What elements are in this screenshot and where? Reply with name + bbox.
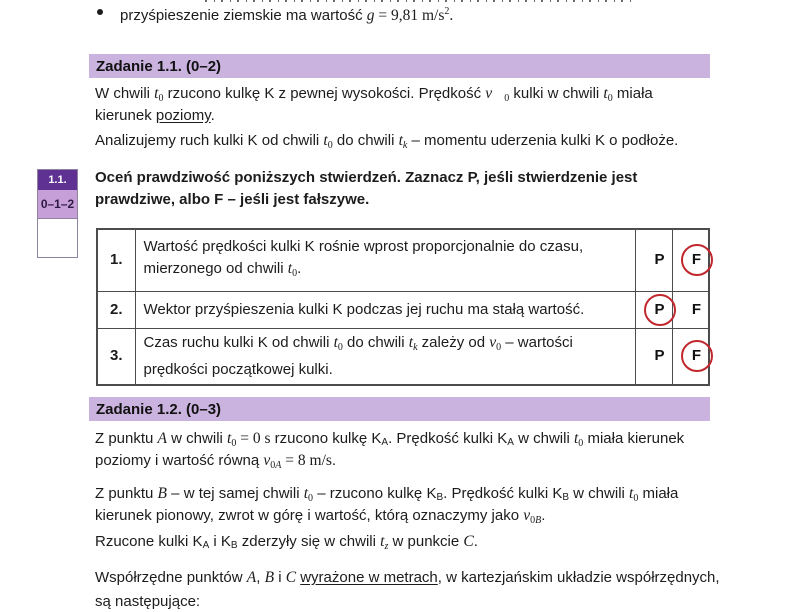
task-1-2-title: Zadanie 1.2. (0–3) [96, 400, 222, 418]
answer-f-cell[interactable] [672, 328, 709, 385]
table-row [97, 291, 709, 328]
row-number: 2. [97, 291, 135, 328]
answer-f-mark[interactable]: F [691, 300, 702, 318]
task-1-1-paragraph-line: Analizujemy ruch kulki K od chwili $t_0$ do chwili $t_k$ – momentu uderzenia kulki K o podłoże. [95, 132, 679, 151]
table-row [97, 328, 709, 385]
task-1-2-paragraph-line-clipped: są następujące: [95, 593, 201, 610]
margin-score-blank [38, 218, 77, 257]
table-row [97, 229, 709, 291]
answer-p-mark-circled[interactable]: P [644, 294, 676, 326]
task-1-2-paragraph-line: Z punktu B – w tej samej chwili $t_0$ – rzucono kulkę KB. Prędkość kulki KB w chwili $t_0$ miała [95, 485, 679, 504]
task-1-2-header [89, 397, 710, 421]
task-1-1-instruction-line: Oceń prawdziwość poniższych stwierdzeń. Zaznacz P, jeśli stwierdzenie jest [95, 169, 638, 186]
task-1-2-paragraph-line: Współrzędne punktów A, B i C wyrażone w metrach, w kartezjańskim układzie współrzędnych, [95, 569, 720, 586]
answer-p-mark[interactable]: P [654, 251, 665, 269]
task-1-1-paragraph-line: kierunek poziomy. [95, 107, 215, 124]
task-1-2-paragraph-line: kierunek pionowy, zwrot w górę i wartość, którą oznaczymy jako $v_{0B}$. [95, 507, 546, 526]
task-1-2-paragraph-line: Z punktu A w chwili $t_0 = 0$ s rzucono kulkę KA. Prędkość kulki KA w chwili $t_0$ miała kierunek [95, 430, 685, 449]
answer-f-mark-circled[interactable]: F [681, 244, 713, 276]
task-1-1-paragraph-line: W chwili $t_0$ rzucono kulkę K z pewnej wysokości. Prędkość $v⃗_0$ kulki w chwili $t_0$ miała [95, 85, 653, 104]
answer-f-mark-circled[interactable]: F [681, 340, 713, 372]
task-1-2-paragraph-line: poziomy i wartość równą $v_{0A} = 8$ m/s. [95, 452, 337, 471]
true-false-table [96, 228, 710, 386]
statement-text: Wartość prędkości kulki K rośnie wprost proporcjonalnie do czasu, mierzonego od chwili $t_0$. [135, 229, 635, 291]
margin-points-scale: 0–1–2 [38, 190, 77, 218]
answer-p-cell[interactable] [635, 328, 672, 385]
answer-p-mark[interactable]: P [654, 347, 665, 365]
margin-score-box [37, 169, 78, 258]
row-number: 3. [97, 328, 135, 385]
intro-bullet-line: przyśpieszenie ziemskie ma wartość g = 9,81 $m/s^2$. [120, 6, 454, 24]
answer-p-cell[interactable] [635, 291, 672, 328]
statement-text: Czas ruchu kulki K od chwili $t_0$ do chwili $t_k$ zależy od $v_0$ – wartości prędkości początkowej kulki. [135, 328, 635, 385]
task-1-2-paragraph-line: Rzucone kulki KA i KB zderzyły się w chwili $t_z$ w punkcie C. [95, 533, 478, 552]
task-1-1-title: Zadanie 1.1. (0–2) [96, 57, 222, 75]
row-number: 1. [97, 229, 135, 291]
margin-task-code: 1.1. [38, 170, 77, 190]
task-1-1-instruction-line: prawdziwe, albo F – jeśli jest fałszywe. [95, 191, 370, 208]
statement-text: Wektor przyśpieszenia kulki K podczas jej ruchu ma stałą wartość. [135, 291, 635, 328]
answer-f-cell[interactable] [672, 229, 709, 291]
task-1-1-header [89, 54, 710, 78]
answer-p-cell[interactable] [635, 229, 672, 291]
answer-f-cell[interactable] [672, 291, 709, 328]
bullet-icon [97, 9, 103, 15]
